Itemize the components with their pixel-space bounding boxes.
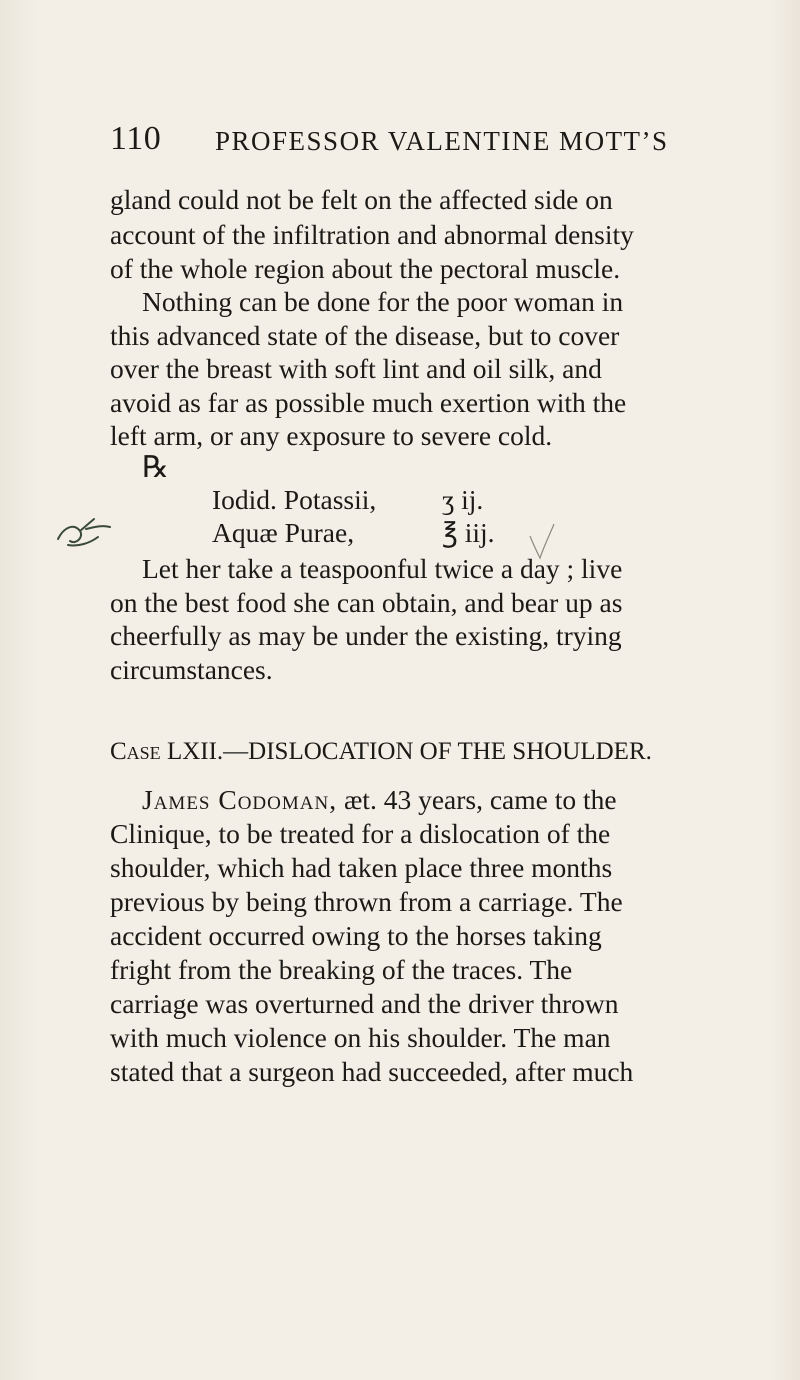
text-line: left arm, or any exposure to severe cold. <box>110 420 553 451</box>
text-line: over the breast with soft lint and oil silk, and <box>110 353 602 384</box>
text-line: Clinique, to be treated for a dislocation of the <box>110 818 611 849</box>
text-line: with much violence on his shoulder. The man <box>110 1022 611 1053</box>
case-heading <box>110 735 652 769</box>
prescription-symbol: ℞ <box>142 451 169 484</box>
text-line: avoid as far as possible much exertion with the <box>110 387 627 418</box>
patient-age-text: æt. 43 years, came to the <box>337 784 617 815</box>
text-line: accident occurred owing to the horses taking <box>110 920 602 951</box>
text-line: account of the infiltration and abnormal density <box>110 219 634 250</box>
text-line: circumstances. <box>110 654 273 685</box>
text-line: shoulder, which had taken place three months <box>110 852 613 883</box>
text-line <box>142 783 617 817</box>
prescription-drug-2: Aquæ Purae, <box>212 517 355 548</box>
text-line: of the whole region about the pectoral muscle. <box>110 253 621 284</box>
text-line: fright from the breaking of the traces. The <box>110 954 573 985</box>
case-title: LXII.—DISLOCATION OF THE SHOULDER. <box>166 738 652 765</box>
text-line: Nothing can be done for the poor woman in <box>142 286 624 317</box>
text-line: this advanced state of the disease, but to cover <box>110 320 620 351</box>
text-line: previous by being thrown from a carriage. The <box>110 886 623 917</box>
patient-name: James Codoman, <box>142 784 338 815</box>
prescription-dose-2: ℥ iij. <box>442 517 495 548</box>
text-line: stated that a surgeon had succeeded, after much <box>110 1056 634 1087</box>
running-head <box>110 120 730 160</box>
case-label: Case <box>110 738 161 765</box>
prescription-drug-1: Iodid. Potassii, <box>212 484 377 515</box>
text-line: carriage was overturned and the driver thrown <box>110 988 619 1019</box>
text-line: Let her take a teaspoonful twice a day ; live <box>142 553 623 584</box>
text-line: cheerfully as may be under the existing, trying <box>110 620 622 651</box>
running-title: PROFESSOR VALENTINE MOTT’S <box>215 126 669 156</box>
page-number: 110 <box>110 120 162 157</box>
text-line: on the best food she can obtain, and bear up as <box>110 587 623 618</box>
marginal-annotation-icon <box>50 505 120 555</box>
text-line: gland could not be felt on the affected side on <box>110 184 613 215</box>
prescription-dose-1: ʒ ij. <box>442 484 484 515</box>
